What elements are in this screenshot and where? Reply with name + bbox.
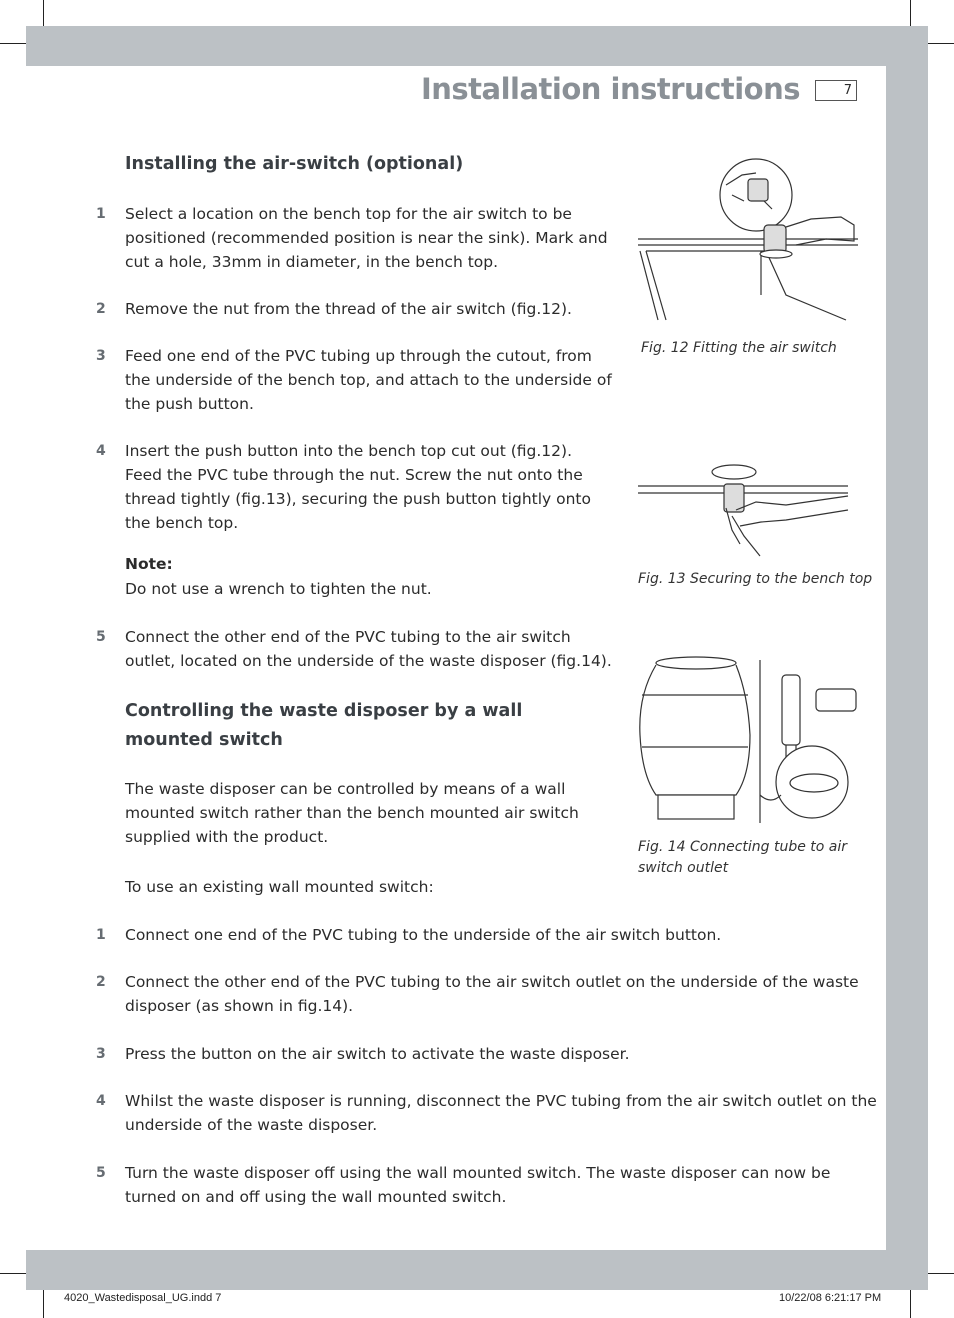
- step-number: 2: [96, 301, 106, 317]
- step-number: 1: [96, 927, 106, 943]
- section-heading-air-switch: Installing the air-switch (optional): [125, 154, 464, 174]
- note-text: Do not use a wrench to tighten the nut.: [125, 580, 432, 598]
- page-number: 7: [815, 80, 857, 101]
- fig14-illustration: [636, 655, 860, 827]
- note-label: Note:: [125, 555, 173, 573]
- fig14-caption: Fig. 14 Connecting tube to air switch outlet: [638, 839, 848, 876]
- footer-timestamp: 10/22/08 6:21:17 PM: [779, 1292, 882, 1304]
- step-text: Whilst the waste disposer is running, disconnect the PVC tubing from the air switch outlet on the underside of the waste disposer.: [125, 1092, 877, 1134]
- step-text: Connect the other end of the PVC tubing to the air switch outlet, located on the underside of the waste disposer (fig.14).: [125, 628, 612, 670]
- fig13-illustration: [636, 460, 851, 560]
- step-text: Connect the other end of the PVC tubing to the air switch outlet on the underside of the waste disposer (as shown in fig.14).: [125, 973, 859, 1015]
- section-heading-wall-switch: Controlling the waste disposer by a wall mounted switch: [125, 701, 523, 750]
- step-text: Turn the waste disposer off using the wall mounted switch. The waste disposer can now be turned on and off using the wall mounted switch.: [125, 1164, 831, 1206]
- step-text: Select a location on the bench top for the air switch to be positioned (recommended position is near the sink). Mark and cut a hole, 33mm in diameter, in the bench top.: [125, 205, 608, 271]
- page-frame-top: [26, 26, 928, 66]
- lead-text: To use an existing wall mounted switch:: [125, 878, 434, 896]
- page-title: Installation instructions: [420, 72, 800, 106]
- page-frame-right: [886, 26, 928, 1290]
- step-text: Press the button on the air switch to activate the waste disposer.: [125, 1045, 630, 1063]
- step-text: Remove the nut from the thread of the air switch (fig.12).: [125, 300, 572, 318]
- step-number: 5: [96, 1165, 106, 1181]
- step-number: 5: [96, 629, 106, 645]
- step-number: 2: [96, 974, 106, 990]
- step-number: 3: [96, 348, 106, 364]
- footer-file-info: 4020_Wastedisposal_UG.indd 7: [64, 1292, 222, 1304]
- step-number: 4: [96, 1093, 106, 1109]
- fig12-illustration: [636, 155, 861, 325]
- step-number: 3: [96, 1046, 106, 1062]
- page-frame-bottom: [26, 1250, 928, 1290]
- fig13-caption: Fig. 13 Securing to the bench top: [638, 571, 873, 587]
- step-text: Insert the push button into the bench top cut out (fig.12). Feed the PVC tube through the nut. Screw the nut onto the thread tightly (fig.13), securing the push button tightly onto the bench top.: [125, 442, 591, 532]
- fig12-caption: Fig. 12 Fitting the air switch: [641, 340, 837, 356]
- intro-paragraph: The waste disposer can be controlled by means of a wall mounted switch rather than the bench mounted air switch supplied with the product.: [125, 780, 579, 846]
- step-number: 1: [96, 206, 106, 222]
- step-text: Feed one end of the PVC tubing up through the cutout, from the underside of the bench top, and attach to the underside of the push button.: [125, 347, 612, 413]
- step-number: 4: [96, 443, 106, 459]
- step-text: Connect one end of the PVC tubing to the underside of the air switch button.: [125, 926, 722, 944]
